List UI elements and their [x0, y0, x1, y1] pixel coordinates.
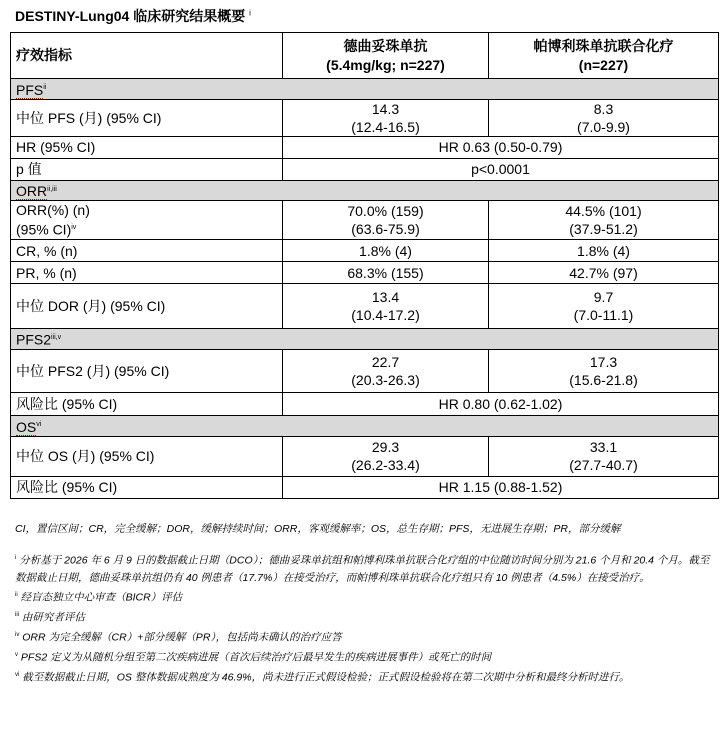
- os-hr-label: 风险比 (95% CI): [11, 476, 283, 498]
- footnote-3-mark: iii: [15, 612, 19, 618]
- section-pfs2-name: PFS2: [16, 331, 52, 348]
- os-hr-value: HR 1.15 (0.88-1.52): [283, 476, 719, 498]
- abbreviations-note: CI，置信区间；CR，完全缓解；DOR，缓解持续时间；ORR，客观缓解率；OS，总生存期；PFS，无进展生存期；PR，部分缓解: [15, 523, 621, 535]
- os-median-a-ci: (26.2-33.4): [351, 457, 420, 474]
- footnotes: [15, 521, 715, 687]
- footnote-5: [15, 647, 715, 667]
- header-arm-b-n: (n=227): [578, 56, 629, 73]
- header-metric: 疗效指标: [11, 33, 283, 79]
- orr-b-value: 44.5% (101): [565, 203, 642, 220]
- cr-label: CR, % (n): [11, 240, 283, 262]
- footnote-1: [15, 550, 715, 588]
- os-median-b-ci: (27.7-40.7): [569, 457, 638, 474]
- table-row-pfs2-hr: [11, 392, 719, 415]
- pfs-median-arm-a: [283, 99, 489, 136]
- pfs-median-b-value: 8.3: [593, 100, 614, 117]
- pfs2-hr-label: 风险比 (95% CI): [11, 392, 283, 415]
- pfs2-median-b-value: 17.3: [589, 353, 618, 370]
- footnote-2-text: 经盲态独立中心审查（BICR）评估: [20, 591, 183, 604]
- pfs-p-label: p 值: [11, 158, 283, 180]
- os-median-label: 中位 OS (月) (95% CI): [11, 436, 283, 476]
- table-row-pfs2-median: [11, 349, 719, 392]
- footnote-6-text: 截至数据截止日期，OS 整体数据成熟度为 46.9%，尚未进行正式假设检验；正式假设检验将在第二次期中分析和最终分析时进行。: [22, 671, 630, 684]
- pfs2-median-a-ci: (20.3-26.3): [351, 371, 420, 388]
- footnote-2: [15, 587, 715, 607]
- cr-arm-a: 1.8% (4): [283, 240, 489, 262]
- dor-b-ci: (7.0-11.1): [573, 307, 634, 324]
- header-arm-b: [489, 33, 719, 79]
- document-title: [15, 6, 251, 26]
- pfs-hr-label: HR (95% CI): [11, 136, 283, 158]
- orr-arm-a: [283, 201, 489, 240]
- table-row-orr: [11, 201, 719, 240]
- footnote-5-text: PFS2 定义为从随机分组至第二次疾病进展（首次后续治疗后最早发生的疾病进展事件）或死亡的时间: [20, 651, 492, 664]
- section-pfs2-note: iii,v: [51, 334, 62, 342]
- pfs2-median-arm-a: [283, 349, 489, 392]
- dor-label: 中位 DOR (月) (95% CI): [11, 284, 283, 329]
- orr-b-ci: (37.9-51.2): [569, 221, 638, 238]
- title-footnote-mark: i: [249, 8, 251, 18]
- footnote-3: [15, 607, 715, 627]
- section-os-note: vi: [36, 420, 42, 428]
- table-row-cr: [11, 240, 719, 262]
- pfs-median-b-ci: (7.0-9.9): [577, 118, 630, 135]
- footnote-6-mark: vi: [15, 672, 20, 678]
- table-row-pr: [11, 262, 719, 284]
- table-row-pfs-median: [11, 99, 719, 136]
- pfs2-median-b-ci: (15.6-21.8): [569, 371, 638, 388]
- os-median-b-value: 33.1: [589, 439, 618, 456]
- pfs-median-label: 中位 PFS (月) (95% CI): [11, 99, 283, 136]
- section-os: [11, 415, 719, 436]
- orr-label-line1: ORR(%) (n): [16, 202, 90, 219]
- section-pfs2-label: [11, 329, 719, 350]
- header-row: [11, 33, 719, 79]
- dor-a-ci: (10.4-17.2): [351, 307, 420, 324]
- os-median-a-value: 29.3: [371, 439, 400, 456]
- footnote-4-mark: iv: [15, 632, 20, 638]
- os-median-arm-a: [283, 436, 489, 476]
- pfs2-median-arm-b: [489, 349, 719, 392]
- section-orr-name: ORR: [16, 183, 48, 200]
- footnote-2-mark: ii: [15, 592, 18, 598]
- pfs-median-a-ci: (12.4-16.5): [351, 118, 420, 135]
- footnote-4-text: ORR 为完全缓解（CR）+部分缓解（PR），包括尚未确认的治疗应答: [22, 631, 342, 644]
- section-os-name: OS: [16, 418, 37, 435]
- pr-label: PR, % (n): [11, 262, 283, 284]
- orr-arm-b: [489, 201, 719, 240]
- pfs-median-arm-b: [489, 99, 719, 136]
- header-arm-a-name: 德曲妥珠单抗: [343, 37, 428, 54]
- header-arm-b-name: 帕博利珠单抗联合化疗: [533, 37, 674, 54]
- section-pfs-note: ii: [43, 84, 47, 91]
- table-row-pfs-p: [11, 158, 719, 180]
- section-orr-label: [11, 180, 719, 201]
- header-arm-a: [283, 33, 489, 79]
- pr-arm-b: 42.7% (97): [489, 262, 719, 284]
- header-arm-a-dose: (5.4mg/kg; n=227): [326, 56, 445, 73]
- section-os-label: [11, 415, 719, 436]
- table-row-os-median: [11, 436, 719, 476]
- pfs-hr-value: HR 0.63 (0.50-0.79): [283, 136, 719, 158]
- footnote-5-mark: v: [15, 652, 18, 658]
- footnote-4: [15, 627, 715, 647]
- dor-arm-a: [283, 284, 489, 329]
- footnote-1-mark: i: [15, 554, 17, 561]
- section-pfs-label: [11, 79, 719, 100]
- orr-a-value: 70.0% (159): [347, 203, 424, 220]
- cr-arm-b: 1.8% (4): [489, 240, 719, 262]
- section-pfs: [11, 79, 719, 100]
- pfs2-median-a-value: 22.7: [371, 353, 400, 370]
- os-median-arm-b: [489, 436, 719, 476]
- table-row-os-hr: [11, 476, 719, 498]
- pfs2-hr-value: HR 0.80 (0.62-1.02): [283, 392, 719, 415]
- dor-a-value: 13.4: [371, 289, 400, 306]
- results-table: [10, 32, 719, 499]
- dor-arm-b: [489, 284, 719, 329]
- orr-label-note: iv: [71, 224, 77, 232]
- footnote-6: [15, 667, 715, 687]
- pfs-p-value: p<0.0001: [283, 158, 719, 180]
- orr-label-line2: (95% CI): [16, 222, 72, 239]
- footnote-1-text: 分析基于 2026 年 6 月 9 日的数据截止日期（DCO）；德曲妥珠单抗组和帕博利珠单抗联合化疗组的中位随访时间分别为 21.6 个月和 20.4 个月。截至数据截止日期，德曲妥珠单抗组仍有 40 例患者（17.7%）在接受治疗，而帕博利珠单抗联合化疗组只有 10 例患者（4.5%）在接受治疗。: [15, 554, 710, 584]
- orr-a-ci: (63.6-75.9): [351, 221, 420, 238]
- orr-label: [11, 201, 283, 240]
- dor-b-value: 9.7: [593, 289, 614, 306]
- pr-arm-a: 68.3% (155): [283, 262, 489, 284]
- table-row-pfs-hr: [11, 136, 719, 158]
- title-text: DESTINY-Lung04 临床研究结果概要: [15, 8, 246, 24]
- table-row-dor: [11, 284, 719, 329]
- section-pfs2: [11, 329, 719, 350]
- pfs-median-a-value: 14.3: [371, 100, 400, 117]
- section-orr-note: ii,iii: [47, 185, 57, 193]
- footnote-3-text: 由研究者评估: [21, 611, 85, 624]
- section-orr: [11, 180, 719, 201]
- section-pfs-name: PFS: [16, 81, 44, 98]
- pfs2-median-label: 中位 PFS2 (月) (95% CI): [11, 349, 283, 392]
